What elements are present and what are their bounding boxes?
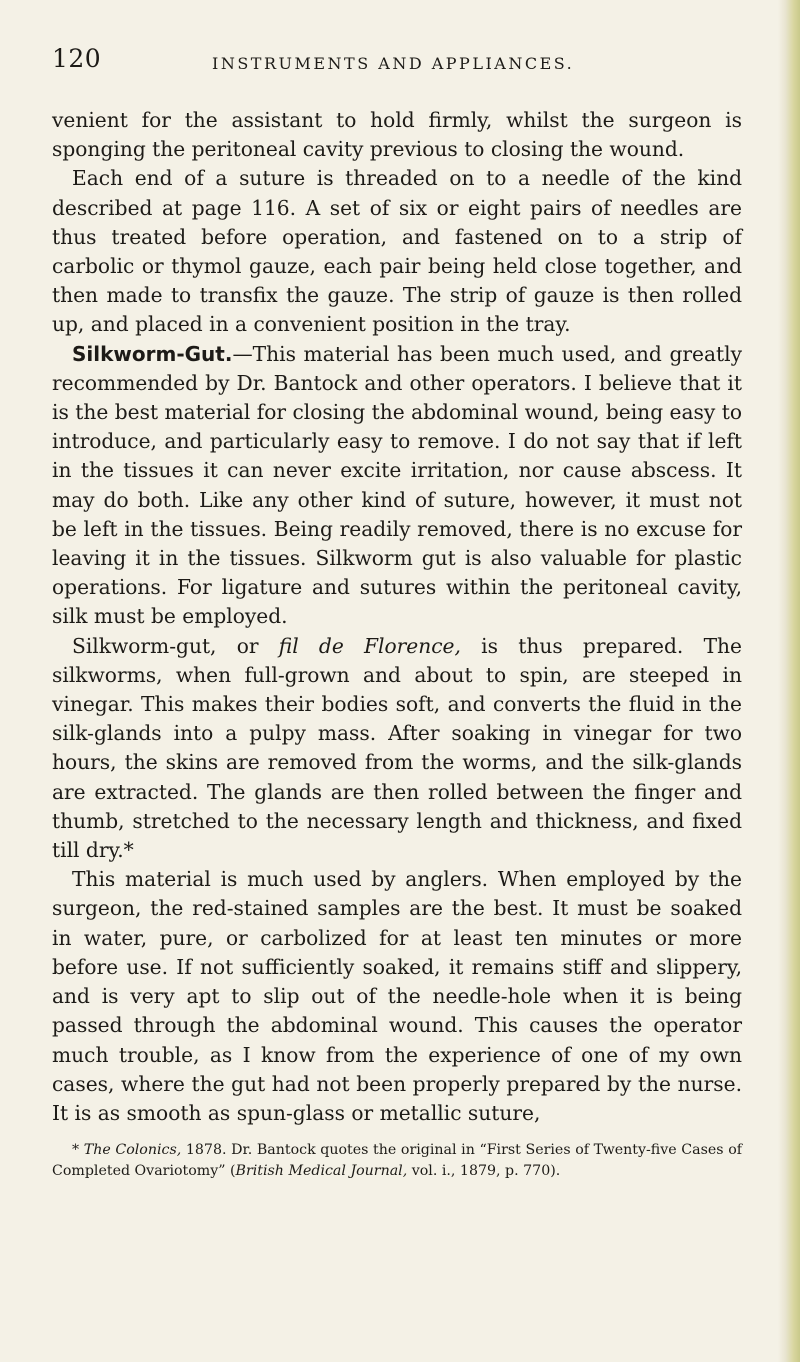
page-number: 120	[52, 44, 102, 73]
paragraph-silkworm-gut-text: —This material has been much used, and greatly recommended by Dr. Bantock and other operators. I believe that it is the best material for closing the abdominal wound, being easy to introduce, and particularly easy to remove. I do not say that if left in the tissues it can never excite irritation, nor cause abscess. It may do both. Like any other kind of suture, however, it must not be left in the tissues. Being readily removed, there is no excuse for leaving it in the tissues. Silkworm gut is also valuable for plastic operations. For ligature and sutures within the peritoneal cavity, silk must be employed.	[52, 341, 742, 629]
section-heading-silkworm-gut: Silkworm-Gut.	[72, 341, 233, 366]
footnote-text-a: 1878. Dr. Bantock quotes the original in “First Series of Twenty-five Cases of Completed Ovariotomy” (	[52, 1142, 742, 1180]
footnote-text	[52, 1140, 742, 1182]
page-edge-shadow	[778, 0, 800, 1362]
footnote-text-b: vol. i., 1879, p. 770).	[407, 1163, 561, 1180]
preparation-text-rest: is thus prepared. The silkworms, when full-grown and about to spin, are steeped in vinegar. This makes their bodies soft, and converts the fluid in the silk-glands into a pulpy mass. After soaking in vinegar for two hours, the skins are removed from the worms, and the silk-glands are extracted. The glands are then rolled between the finger and thumb, stretched to the necessary length and thickness, and fixed till dry.*	[52, 633, 742, 863]
preparation-text-start: Silkworm-gut, or	[72, 633, 279, 658]
running-header	[52, 44, 742, 80]
body-text	[52, 106, 742, 1128]
paragraph-suture-threading: Each end of a suture is threaded on to a needle of the kind described at page 116. A set of six or eight pairs of needles are thus treated before operation, and fastened on to a strip of carbolic or thymol gauze, each pair being held close together, and then made to transfix the gauze. The strip of gauze is then rolled up, and placed in a convenient position in the tray.	[52, 166, 742, 337]
footnote-journal: British Medical Journal,	[235, 1163, 408, 1180]
footnote	[52, 1140, 742, 1182]
book-page	[52, 44, 742, 1182]
italic-fil-de-florence: fil de Florence,	[278, 633, 461, 658]
footnote-source: The Colonics,	[83, 1142, 182, 1159]
paragraph-preparation	[52, 632, 742, 866]
paragraph-usage: This material is much used by anglers. When employed by the surgeon, the red-stained samples are the best. It must be soaked in water, pure, or carbolized for at least ten minutes or more before use. If not sufficiently soaked, it remains stiff and slippery, and is very apt to slip out of the needle-hole when it is being passed through the abdominal wound. This causes the operator much trouble, as I know from the experience of one of my own cases, where the gut had not been properly prepared by the nurse. It is as smooth as spun-glass or metallic suture,	[52, 867, 742, 1125]
paragraph-silkworm-gut	[52, 340, 742, 632]
footnote-marker: *	[72, 1142, 84, 1159]
running-title: INSTRUMENTS AND APPLIANCES.	[212, 54, 575, 73]
paragraph-continued: venient for the assistant to hold firmly, whilst the surgeon is sponging the peritoneal cavity previous to closing the wound.	[52, 108, 742, 162]
